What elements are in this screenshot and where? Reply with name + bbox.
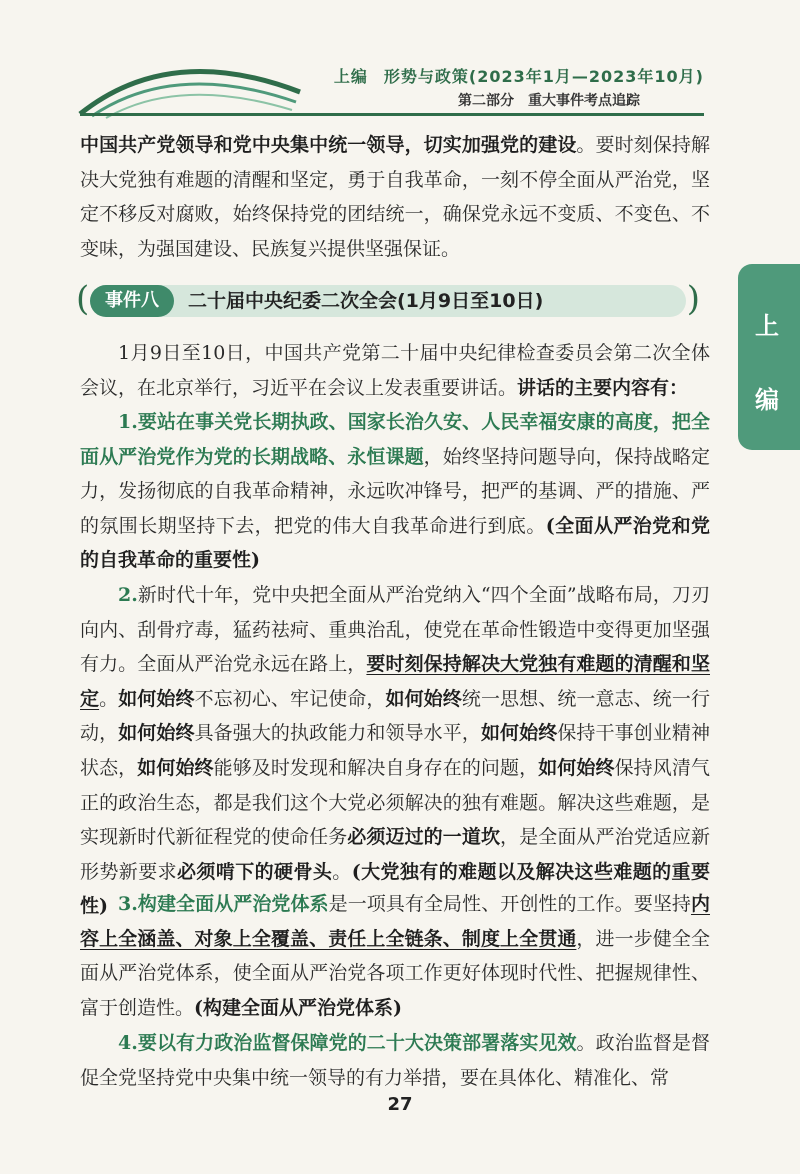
point-3-text-b: ，进一步健全全面从严治党体系，使全面从严治党各项工作更好体现时代性、把握规律性、富于创造性。 (80, 927, 710, 1019)
running-header-subtitle: 第二部分 重大事件考点追踪 (458, 93, 640, 109)
point-2-note: (大党独有的难题以及解决这些难题的重要性) (80, 860, 710, 918)
point-2-clause-5: 能够及时发现和解决自身存在的问题， (213, 756, 539, 779)
point-1-number: 1. (118, 411, 138, 433)
point-4-heading: 要以有力政治监督保障党的二十大决策部署落实见效 (137, 1032, 577, 1054)
event-banner (76, 279, 700, 319)
side-tab-char-2: 编 (755, 386, 779, 414)
point-2-clause-8: 。 (332, 860, 352, 883)
point-1-note: (全面从严治党和党的自我革命的重要性) (80, 514, 710, 572)
point-1-heading: 要站在事关党长期执政、国家长治久安、人民幸福安康的高度，把全面从严治党作为党的长期战略、永恒课题 (80, 411, 710, 468)
header-part-label: 上编 (333, 67, 368, 86)
point-2-repeat-6: 如何始终 (538, 756, 615, 779)
intro-text: 。要时刻保持解决大党独有难题的清醒和坚定，勇于自我革命，一刻不停全面从严治党，坚定不移反对腐败，始终保持党的团结统一，确保党永远不变质、不变色、不变味，为强国建设、民族复兴提供坚强保证。 (80, 134, 710, 260)
side-section-tab (738, 264, 800, 450)
point-3-text-a: 是一项具有全局性、开创性的工作。要坚持 (328, 893, 691, 915)
point-2-bold-1: 必须迈过的一道坎 (347, 826, 501, 849)
point-2-clause-6: 保持风清气正的政治生态，都是我们这个大党必须解决的独有难题。解决这些难题，是实现新时代新征程党的使命任务 (80, 756, 710, 849)
event-tag: 事件八 (90, 285, 174, 317)
point-2-clause-4: 保持干事创业精神状态， (80, 722, 710, 779)
point-3-note: (构建全面从严治党体系) (194, 996, 402, 1019)
point-4-number: 4. (118, 1032, 138, 1054)
point-3-paragraph (80, 887, 710, 1025)
point-2-paragraph (80, 578, 710, 924)
point-4-text: 。政治监督是督促全党坚持党中央集中统一领导的有力举措，要在具体化、精准化、常 (80, 1032, 710, 1089)
point-2-bold-2: 必须啃下的硬骨头 (177, 860, 333, 883)
point-3-number: 3. (118, 893, 138, 915)
point-2-repeat-3: 如何始终 (118, 722, 195, 745)
point-2-repeat-4: 如何始终 (480, 722, 558, 745)
banner-left-bracket: ( (76, 279, 90, 319)
banner-right-bracket: ) (686, 279, 700, 319)
point-1-paragraph (80, 405, 710, 578)
point-2-key-phrase: 要时刻保持解决大党独有难题的清醒和坚定 (80, 653, 710, 710)
point-2-text-a: 新时代十年，党中央把全面从严治党纳入“四个全面”战略布局，刀刃向内、刮骨疗毒，猛药祛疴、重典治乱，使党在革命性锻造中变得更加坚强有力。全面从严治党永远在路上， (80, 584, 710, 676)
point-2-text-b: 。 (99, 687, 119, 710)
header-title: 形势与政策(2023年1月—2023年10月) (383, 67, 704, 86)
point-2-clause-7: ，是全面从严治党适应新形势新要求 (80, 826, 710, 883)
lead-bold-text: 讲话的主要内容有： (517, 376, 689, 399)
point-1-text: ，始终坚持问题导向，保持战略定力，发扬彻底的自我革命精神，永远吹冲锋号，把严的基调、严的措施、严的氛围长期坚持下去，把党的伟大自我革命进行到底。 (80, 445, 710, 537)
header-arc-decoration (70, 52, 310, 122)
point-2-repeat-2: 如何始终 (385, 687, 462, 710)
point-3-heading: 构建全面从严治党体系 (137, 893, 329, 915)
side-tab-char-1: 上 (755, 312, 779, 340)
intro-paragraph (80, 128, 710, 266)
point-2-repeat-5: 如何始终 (137, 756, 214, 779)
page-number: 27 (387, 1094, 413, 1115)
event-title: 二十届中央纪委二次全会(1月9日至10日) (188, 290, 544, 312)
point-2-clause-1: 不忘初心、牢记使命， (194, 687, 386, 710)
intro-bold-text: 中国共产党领导和党中央集中统一领导，切实加强党的建设 (80, 134, 577, 156)
point-2-number: 2. (118, 584, 138, 606)
point-2-clause-3: 具备强大的执政能力和领导水平， (194, 722, 481, 745)
point-4-paragraph (80, 1026, 710, 1095)
point-2-repeat-1: 如何始终 (118, 687, 195, 710)
point-3-key-phrase: 内容上全涵盖、对象上全覆盖、责任上全链条、制度上全贯通 (80, 893, 710, 950)
header-rule (80, 113, 704, 116)
running-header-title (334, 64, 704, 87)
lead-paragraph (80, 336, 710, 405)
point-2-clause-2: 统一思想、统一意志、统一行动， (80, 687, 710, 745)
lead-text: 1月9日至10日，中国共产党第二十届中央纪律检查委员会第二次全体会议，在北京举行，习近平在会议上发表重要讲话。 (80, 342, 710, 399)
